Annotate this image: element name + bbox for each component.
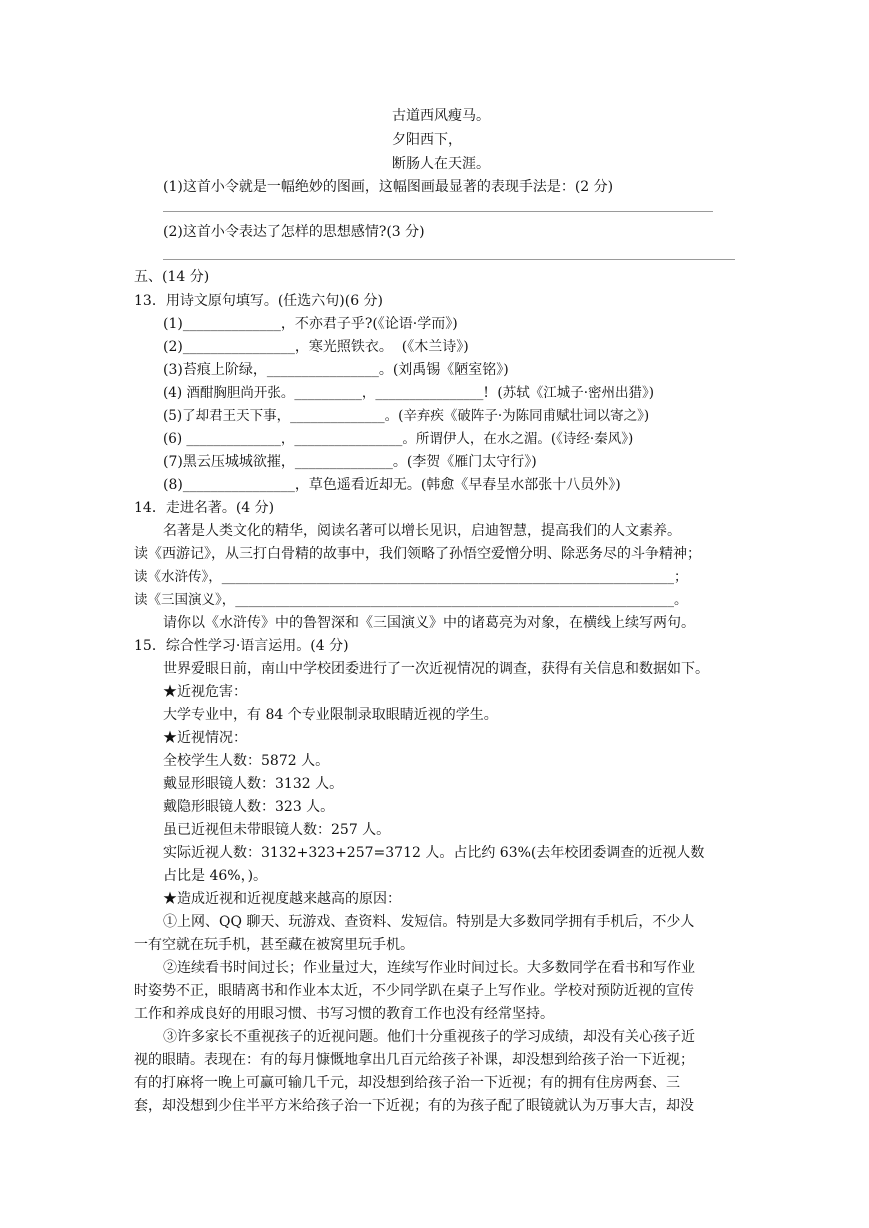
poem-question-2: (2)这首小令表达了怎样的思想感情?(3 分) [163, 224, 425, 240]
status-actual-a: 实际近视人数：3132+323+257=3712 人。占比约 63%(去年校团委调查的近视人数 [163, 845, 705, 861]
cause-2-b: 时姿势不正，眼睛离书和作业本太近，不少同学趴在桌子上写作业。学校对预防近视的宣传 [134, 983, 694, 999]
q13-item-3: (3)苔痕上阶绿，________________。(刘禹锡《陋室铭》) [163, 362, 509, 378]
cause-3-a: ③许多家长不重视孩子的近视问题。他们十分重视孩子的学习成绩，却没有关心孩子近 [163, 1029, 695, 1045]
q13-item-8: (8)________________，草色遥看近却无。(韩愈《早春呈水部张十八员外》) [163, 477, 621, 493]
q14-instruction: 请你以《水浒传》中的鲁智深和《三国演义》中的诸葛亮为对象，在横线上续写两句。 [163, 615, 695, 631]
q13-item-2: (2)________________，寒光照铁衣。 (《木兰诗》) [163, 339, 469, 355]
cause-3-d: 套，却没想到少住半平方米给孩子治一下近视；有的为孩子配了眼镜就认为万事大吉，却没 [134, 1098, 694, 1114]
q15-intro: 世界爱眼日前，南山中学校团委进行了一次近视情况的调查，获得有关信息和数据如下。 [163, 661, 709, 677]
q15-title: 15．综合性学习·语言运用。(4 分) [134, 638, 349, 654]
answer-line-2[interactable] [163, 259, 735, 260]
poem-question-1: (1)这首小令就是一幅绝妙的图画，这幅图画最显著的表现手法是：(2 分) [163, 179, 614, 195]
q14-title: 14．走进名著。(4 分) [134, 500, 275, 516]
section-heading: 五、(14 分) [134, 269, 210, 285]
q13-item-6: (6) ______________，________________。所谓伊人，在水之湄。(《诗经·秦风》) [163, 431, 634, 447]
q13-title: 13．用诗文原句填写。(任选六句)(6 分) [134, 293, 384, 309]
q13-item-4: (4) 酒酣胸胆尚开张。__________，________________! (苏轼《江城子·密州出猎》) [163, 385, 654, 401]
harm-text: 大学专业中，有 84 个专业限制录取眼睛近视的学生。 [163, 707, 498, 723]
status-none: 虽已近视但未带眼镜人数：257 人。 [163, 822, 391, 838]
q13-item-1: (1)______________，不亦君子乎?(《论语·学而》) [163, 316, 458, 332]
status-total: 全校学生人数：5872 人。 [163, 753, 330, 769]
q14-sanguo: 读《三国演义》，_________________________________________________________________。 [134, 592, 688, 608]
q14-xiyou: 读《西游记》，从三打白骨精的故事中，我们领略了孙悟空爱憎分明、除恶务尽的斗争精神； [134, 546, 701, 562]
harm-heading: ★近视危害： [163, 684, 247, 700]
cause-2-c: 工作和养成良好的用眼习惯、书写习惯的教育工作也没有经常坚持。 [134, 1006, 554, 1022]
q13-item-7: (7)黑云压城城欲摧，______________。(李贺《雁门太守行》) [163, 454, 537, 470]
poem-line-2: 夕阳西下， [392, 132, 462, 148]
poem-line-1: 古道西风瘦马。 [392, 108, 490, 124]
cause-3-b: 视的眼睛。表现在：有的每月慷慨地拿出几百元给孩子补课，却没想到给孩子治一下近视； [134, 1052, 694, 1068]
status-glasses: 戴显形眼镜人数：3132 人。 [163, 776, 344, 792]
poem-line-3: 断肠人在天涯。 [392, 156, 490, 172]
cause-heading: ★造成近视和近视度越来越高的原因： [163, 891, 401, 907]
cause-1-b: 一有空就在玩手机，甚至藏在被窝里玩手机。 [134, 937, 414, 953]
q14-shuihu: 读《水浒传》，___________________________________________________________________； [134, 569, 688, 585]
status-actual-b: 占比是 46%，)。 [163, 868, 268, 884]
cause-1-a: ①上网、QQ 聊天、玩游戏、查资料、发短信。特别是大多数同学拥有手机后，不少人 [163, 914, 695, 930]
answer-line-1[interactable] [163, 211, 713, 212]
status-heading: ★近视情况： [163, 730, 247, 746]
cause-2-a: ②连续看书时间过长；作业量过大，连续写作业时间过长。大多数同学在看书和写作业 [163, 960, 695, 976]
q13-item-5: (5)了却君王天下事，______________。(辛弃疾《破阵子·为陈同甫赋壮词以寄之》) [163, 408, 650, 424]
q14-intro: 名著是人类文化的精华，阅读名著可以增长见识，启迪智慧，提高我们的人文素养。 [163, 523, 681, 539]
cause-3-c: 有的打麻将一晚上可赢可输几千元，却没想到给孩子治一下近视；有的拥有住房两套、三 [134, 1075, 680, 1091]
status-contacts: 戴隐形眼镜人数：323 人。 [163, 799, 335, 815]
